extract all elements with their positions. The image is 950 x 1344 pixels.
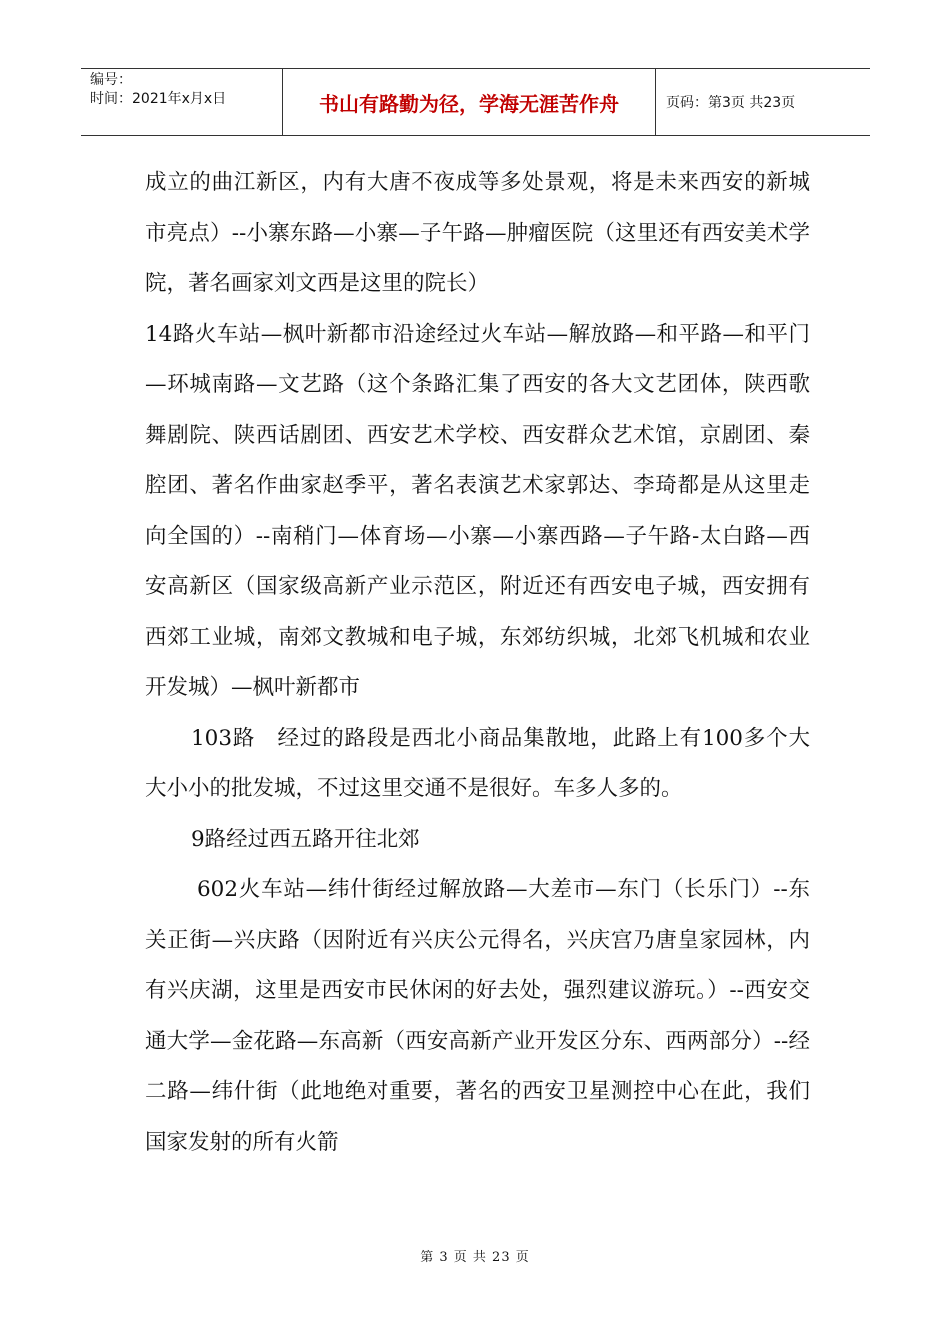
paragraph-4: 9路经过西五路开往北郊 [191,826,420,852]
time-label: 时间：2021年x月x日 [90,91,227,107]
document-body [145,158,810,1168]
header-motto: 书山有路勤为径，学海无涯苦作舟 [283,69,656,135]
paragraph-2: 14路火车站—枫叶新都市沿途经过火车站—解放路—和平路—和平门—环城南路—文艺路（这个条路汇集了西安的各大文艺团体，陕西歌舞剧院、陕西话剧团、西安艺术学校、西安群众艺术馆，京剧团、秦腔团、著名作曲家赵季平，著名表演艺术家郭达、李琦都是从这里走向全国的）--南稍门—体育场—小寨—小寨西路—子午路-太白路—西安高新区（国家级高新产业示范区，附近还有西安电子城，西安拥有西郊工业城，南郊文教城和电子城，东郊纺织城，北郊飞机城和农业开发城）—枫叶新都市 [145,321,810,700]
page-footer: 第 3 页 共 23 页 [420,1250,530,1265]
paragraph-3: 103路 经过的路段是西北小商品集散地，此路上有100多个大大小小的批发城，不过这里交通不是很好。车多人多的。 [145,725,810,801]
header-meta [81,69,283,135]
page-header [81,68,870,136]
number-label: 编号： [90,72,132,88]
header-page-label: 页码：第3页 共23页 [666,95,796,111]
paragraph-1: 成立的曲江新区，内有大唐不夜成等多处景观，将是未来西安的新城市亮点）--小寨东路—小寨—子午路—肿瘤医院（这里还有西安美术学院，著名画家刘文西是这里的院长） [145,170,810,296]
paragraph-5: 602火车站—纬什街经过解放路—大差市—东门（长乐门）--东关正街—兴庆路（因附近有兴庆公元得名，兴庆宫乃唐皇家园林，内有兴庆湖，这里是西安市民休闲的好去处，强烈建议游玩。）--西安交通大学—金花路—东高新（西安高新产业开发区分东、西两部分）--经二路—纬什街（此地绝对重要，著名的西安卫星测控中心在此，我们国家发射的所有火箭 [145,877,810,1155]
